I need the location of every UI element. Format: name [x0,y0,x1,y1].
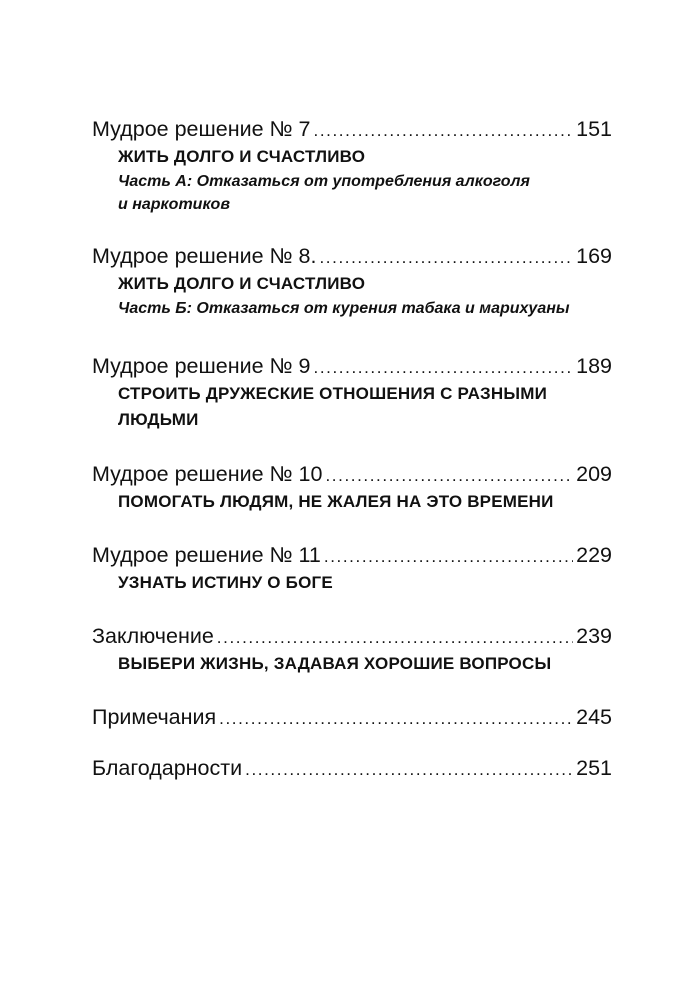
toc-entry-title: Мудрое решение № 10 [92,462,323,486]
toc-page-number: 251 [576,756,612,780]
toc-page-number: 245 [576,705,612,729]
dot-leader [314,353,574,383]
toc-entry-notes[interactable] [92,702,612,732]
dot-leader [314,116,574,146]
dot-leader [219,704,573,734]
dot-leader [217,623,573,653]
toc-entry-decision-8[interactable] [92,241,612,320]
toc-entry-conclusion[interactable] [92,621,612,677]
dot-leader [324,542,573,572]
toc-entry-subtitle: СТРОИТЬ ДРУЖЕСКИЕ ОТНОШЕНИЯ С РАЗНЫМИ [118,384,547,403]
toc-entry-title: Благодарности [92,756,243,780]
dot-leader [325,461,573,491]
toc-page-number: 229 [576,543,612,567]
toc-entry-subtitle: УЗНАТЬ ИСТИНУ О БОГЕ [118,573,333,592]
toc-entry-line [92,702,612,732]
toc-page-number: 189 [576,354,612,378]
toc-entry-decision-7[interactable] [92,114,612,216]
toc-entry-title: Мудрое решение № 11 [92,543,321,567]
toc-entry-line [92,753,612,783]
toc-entry-title: Мудрое решение № 9 [92,354,311,378]
toc-entry-line [92,351,612,381]
toc-page-number: 209 [576,462,612,486]
toc-entry-line [92,621,612,651]
toc-entry-title: Мудрое решение № 7 [92,117,311,141]
dot-leader [245,755,573,785]
toc-entry-note: Часть Б: Отказаться от курения табака и марихуаны [118,300,570,317]
toc-entry-subtitle: ЖИТЬ ДОЛГО И СЧАСТЛИВО [118,147,366,166]
toc-entry-decision-10[interactable] [92,459,612,515]
toc-entry-title: Заключение [92,624,214,648]
toc-entry-note: Часть А: Отказаться от употребления алкоголя [118,173,530,190]
toc-entry-subtitle: ВЫБЕРИ ЖИЗНЬ, ЗАДАВАЯ ХОРОШИЕ ВОПРОСЫ [118,654,552,673]
toc-entry-note-continued: и наркотиков [118,196,230,213]
toc-entry-line [92,540,612,570]
toc-entry-acknowledgements[interactable] [92,753,612,783]
toc-entry-line [92,114,612,144]
toc-page-number: 169 [576,244,612,268]
toc-entry-line [92,459,612,489]
toc-entry-decision-11[interactable] [92,540,612,596]
toc-entry-title: Примечания [92,705,217,729]
toc-entry-line [92,241,612,271]
dot-leader [319,243,573,273]
toc-page-number: 151 [576,117,612,141]
toc-page-number: 239 [576,624,612,648]
toc-entry-subtitle: ПОМОГАТЬ ЛЮДЯМ, НЕ ЖАЛЕЯ НА ЭТО ВРЕМЕНИ [118,492,554,511]
toc-entry-decision-9[interactable] [92,351,612,433]
toc-entry-subtitle-continued: ЛЮДЬМИ [118,410,199,429]
toc-entry-title: Мудрое решение № 8. [92,244,317,268]
toc-entry-subtitle: ЖИТЬ ДОЛГО И СЧАСТЛИВО [118,274,366,293]
